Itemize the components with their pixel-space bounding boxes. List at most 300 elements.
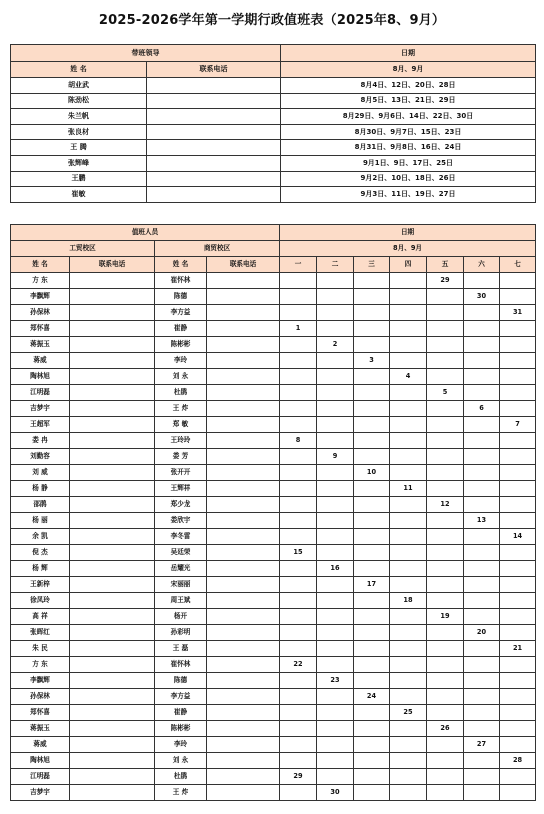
campus-b-name: 王玲玲 xyxy=(155,433,207,449)
campus-a-name: 蒋威 xyxy=(11,737,70,753)
duty-day-cell xyxy=(280,401,317,417)
leader-phone xyxy=(147,109,281,125)
duty-day-cell xyxy=(280,593,317,609)
campus-a-phone xyxy=(70,769,155,785)
duty-day-cell: 20 xyxy=(464,625,500,641)
duty-day-cell xyxy=(354,657,390,673)
duty-dates: 8月5日、13日、21日、29日 xyxy=(281,93,536,109)
duty-day-cell xyxy=(280,289,317,305)
campus-b-name: 崔怀林 xyxy=(155,273,207,289)
duty-day-cell xyxy=(280,481,317,497)
table-row xyxy=(11,417,536,433)
duty-day-cell xyxy=(354,561,390,577)
campus-a-phone xyxy=(70,289,155,305)
duty-day-cell xyxy=(500,737,536,753)
weekday-header: 四 xyxy=(390,257,427,273)
duty-day-cell xyxy=(280,689,317,705)
duty-day-cell xyxy=(500,625,536,641)
campus-a-name: 刘 威 xyxy=(11,465,70,481)
duty-day-cell xyxy=(390,737,427,753)
duty-day-cell xyxy=(317,769,354,785)
duty-day-cell xyxy=(390,561,427,577)
duty-day-cell xyxy=(427,433,464,449)
campus-a-phone xyxy=(70,337,155,353)
page-title: 2025-2026学年第一学期行政值班表（2025年8、9月） xyxy=(98,13,446,28)
duty-day-cell xyxy=(354,753,390,769)
duty-day-cell xyxy=(464,657,500,673)
duty-day-cell xyxy=(317,465,354,481)
campus-b-name: 崔静 xyxy=(155,321,207,337)
duty-day-cell xyxy=(317,705,354,721)
campus-a-phone xyxy=(70,705,155,721)
duty-day-cell: 25 xyxy=(390,705,427,721)
duty-day-cell xyxy=(317,545,354,561)
duty-day-cell xyxy=(317,593,354,609)
duty-day-cell: 14 xyxy=(500,529,536,545)
table-row xyxy=(11,289,536,305)
table-row xyxy=(11,561,536,577)
table-row xyxy=(11,673,536,689)
duty-day-cell xyxy=(464,705,500,721)
leader-phone xyxy=(147,78,281,94)
duty-day-cell xyxy=(390,577,427,593)
duty-day-cell xyxy=(354,369,390,385)
table-row xyxy=(11,529,536,545)
duty-dates: 8月29日、9月6日、14日、22日、30日 xyxy=(281,109,536,125)
name-column-header: 姓 名 xyxy=(11,257,70,273)
duty-day-cell xyxy=(500,545,536,561)
table-row xyxy=(11,737,536,753)
duty-day-cell xyxy=(500,449,536,465)
weekday-header: 三 xyxy=(354,257,390,273)
duty-day-cell xyxy=(354,321,390,337)
duty-day-cell xyxy=(390,465,427,481)
duty-day-cell: 1 xyxy=(280,321,317,337)
table-row xyxy=(11,513,536,529)
campus-b-name: 李玲 xyxy=(155,353,207,369)
duty-day-cell xyxy=(317,737,354,753)
leader-phone xyxy=(147,171,281,187)
table-row xyxy=(11,124,536,140)
duty-day-cell: 11 xyxy=(390,481,427,497)
campus-b-phone xyxy=(207,321,280,337)
duty-day-cell xyxy=(427,449,464,465)
campus-b-name: 刘 永 xyxy=(155,369,207,385)
campus-a-name: 杨 静 xyxy=(11,481,70,497)
leader-name: 朱兰帆 xyxy=(11,109,147,125)
duty-day-cell: 27 xyxy=(464,737,500,753)
campus-a-phone xyxy=(70,785,155,801)
campus-b-name: 王 炸 xyxy=(155,401,207,417)
duty-day-cell xyxy=(500,577,536,593)
duty-day-cell xyxy=(500,369,536,385)
duty-day-cell xyxy=(317,353,354,369)
duty-day-cell xyxy=(317,401,354,417)
duty-day-cell xyxy=(427,737,464,753)
duty-day-cell xyxy=(390,689,427,705)
duty-day-cell xyxy=(280,609,317,625)
duty-day-cell xyxy=(427,321,464,337)
duty-dates: 9月2日、10日、18日、26日 xyxy=(281,171,536,187)
duty-day-cell xyxy=(500,465,536,481)
duty-day-cell: 28 xyxy=(500,753,536,769)
campus-b-phone xyxy=(207,417,280,433)
duty-day-cell xyxy=(280,721,317,737)
campus-b-name: 宋丽丽 xyxy=(155,577,207,593)
duty-day-cell xyxy=(390,641,427,657)
campus-a-phone xyxy=(70,545,155,561)
leader-name: 王 腾 xyxy=(11,140,147,156)
duty-dates: 8月4日、12日、20日、28日 xyxy=(281,78,536,94)
duty-day-cell xyxy=(500,593,536,609)
duty-day-cell: 29 xyxy=(280,769,317,785)
duty-day-cell xyxy=(390,353,427,369)
duty-day-cell xyxy=(464,417,500,433)
table-row xyxy=(11,140,536,156)
duty-day-cell xyxy=(500,321,536,337)
duty-day-cell xyxy=(390,417,427,433)
duty-day-cell xyxy=(317,497,354,513)
duty-day-cell xyxy=(317,753,354,769)
duty-day-cell xyxy=(354,529,390,545)
campus-a-name: 蒋振玉 xyxy=(11,721,70,737)
campus-a-name: 蒋威 xyxy=(11,353,70,369)
duty-day-cell: 26 xyxy=(427,721,464,737)
duty-day-cell xyxy=(354,273,390,289)
campus-a-name: 杨 辉 xyxy=(11,561,70,577)
campus-b-phone xyxy=(207,737,280,753)
duty-day-cell xyxy=(427,417,464,433)
campus-a-phone xyxy=(70,737,155,753)
date-header: 日期 xyxy=(281,45,536,62)
duty-day-cell: 12 xyxy=(427,497,464,513)
duty-day-cell xyxy=(427,577,464,593)
campus-a-name: 余 凯 xyxy=(11,529,70,545)
campus-b-name: 李冬雷 xyxy=(155,529,207,545)
duty-day-cell xyxy=(427,769,464,785)
phone-column-header: 联系电话 xyxy=(147,62,281,78)
campus-a-phone xyxy=(70,385,155,401)
campus-a-phone xyxy=(70,273,155,289)
campus-b-name: 陈德 xyxy=(155,289,207,305)
campus-a-name: 孙保林 xyxy=(11,689,70,705)
table-row xyxy=(11,321,536,337)
campus-b-name: 杜鹃 xyxy=(155,769,207,785)
campus-b-name: 刘 永 xyxy=(155,753,207,769)
duty-day-cell xyxy=(500,785,536,801)
campus-a-name: 倪 杰 xyxy=(11,545,70,561)
campus-a-name: 江明磊 xyxy=(11,769,70,785)
table-row xyxy=(11,593,536,609)
duty-day-cell xyxy=(280,577,317,593)
campus-b-name: 郑少龙 xyxy=(155,497,207,513)
duty-day-cell xyxy=(390,321,427,337)
duty-day-cell xyxy=(464,641,500,657)
duty-day-cell xyxy=(354,625,390,641)
leader-phone xyxy=(147,187,281,203)
campus-a-name: 邵鹃 xyxy=(11,497,70,513)
duty-day-cell xyxy=(464,673,500,689)
campus-b-name: 孙彩明 xyxy=(155,625,207,641)
duty-day-cell xyxy=(500,273,536,289)
campus-b-phone xyxy=(207,753,280,769)
duty-day-cell xyxy=(280,529,317,545)
campus-a-phone xyxy=(70,305,155,321)
table-row xyxy=(11,401,536,417)
duty-day-cell xyxy=(500,609,536,625)
table-row xyxy=(11,465,536,481)
campus-b-phone xyxy=(207,593,280,609)
month-header: 8月、9月 xyxy=(280,241,536,257)
duty-day-cell: 29 xyxy=(427,273,464,289)
duty-day-cell xyxy=(464,273,500,289)
duty-day-cell: 4 xyxy=(390,369,427,385)
campus-a-phone xyxy=(70,497,155,513)
table-row xyxy=(11,187,536,203)
duty-day-cell xyxy=(280,273,317,289)
weekday-header: 七 xyxy=(500,257,536,273)
duty-day-cell xyxy=(354,545,390,561)
duty-day-cell xyxy=(500,769,536,785)
duty-day-cell xyxy=(464,593,500,609)
leader-phone xyxy=(147,93,281,109)
duty-day-cell xyxy=(390,289,427,305)
campus-b-phone xyxy=(207,481,280,497)
duty-day-cell: 31 xyxy=(500,305,536,321)
table-row xyxy=(11,171,536,187)
duty-day-cell xyxy=(427,689,464,705)
duty-day-cell xyxy=(280,417,317,433)
campus-b-phone xyxy=(207,577,280,593)
table-row xyxy=(11,641,536,657)
duty-day-cell xyxy=(427,785,464,801)
duty-day-cell xyxy=(500,513,536,529)
duty-day-cell xyxy=(427,513,464,529)
duty-day-cell xyxy=(500,497,536,513)
duty-day-cell: 9 xyxy=(317,449,354,465)
campus-b-phone xyxy=(207,657,280,673)
duty-day-cell: 22 xyxy=(280,657,317,673)
duty-day-cell xyxy=(317,577,354,593)
duty-day-cell xyxy=(354,481,390,497)
campus-a-phone xyxy=(70,321,155,337)
duty-day-cell xyxy=(500,289,536,305)
campus-a-name: 江明磊 xyxy=(11,385,70,401)
duty-day-cell xyxy=(500,401,536,417)
duty-day-cell xyxy=(464,385,500,401)
duty-day-cell xyxy=(500,481,536,497)
duty-day-cell xyxy=(280,497,317,513)
campus-b-phone xyxy=(207,305,280,321)
duty-day-cell xyxy=(390,305,427,321)
table-row xyxy=(11,609,536,625)
campus-b-header: 商贸校区 xyxy=(155,241,280,257)
campus-b-name: 郑 敏 xyxy=(155,417,207,433)
duty-day-cell xyxy=(464,369,500,385)
weekday-header: 六 xyxy=(464,257,500,273)
duty-day-cell xyxy=(317,433,354,449)
table-row xyxy=(11,753,536,769)
duty-day-cell xyxy=(427,641,464,657)
name-column-header: 姓 名 xyxy=(155,257,207,273)
campus-b-phone xyxy=(207,769,280,785)
duty-day-cell xyxy=(280,513,317,529)
campus-a-phone xyxy=(70,433,155,449)
table-row xyxy=(11,545,536,561)
duty-day-cell xyxy=(354,417,390,433)
duty-day-cell xyxy=(354,385,390,401)
leader-header: 带班领导 xyxy=(11,45,281,62)
campus-b-phone xyxy=(207,449,280,465)
duty-day-cell xyxy=(390,657,427,673)
leader-phone xyxy=(147,124,281,140)
leader-name: 张良材 xyxy=(11,124,147,140)
campus-a-phone xyxy=(70,417,155,433)
duty-day-cell xyxy=(317,721,354,737)
campus-b-name: 李玲 xyxy=(155,737,207,753)
campus-b-phone xyxy=(207,513,280,529)
duty-day-cell xyxy=(464,433,500,449)
campus-b-phone xyxy=(207,673,280,689)
campus-b-name: 周王斌 xyxy=(155,593,207,609)
duty-day-cell xyxy=(390,449,427,465)
duty-day-cell xyxy=(280,465,317,481)
campus-a-name: 吉梦宇 xyxy=(11,401,70,417)
campus-b-name: 王 炸 xyxy=(155,785,207,801)
table-row xyxy=(11,785,536,801)
campus-b-phone xyxy=(207,529,280,545)
duty-day-cell xyxy=(464,753,500,769)
duty-day-cell xyxy=(354,449,390,465)
duty-day-cell xyxy=(354,337,390,353)
duty-day-cell xyxy=(500,705,536,721)
duty-day-cell xyxy=(500,353,536,369)
duty-day-cell xyxy=(390,385,427,401)
phone-column-header: 联系电话 xyxy=(207,257,280,273)
campus-b-name: 崔怀林 xyxy=(155,657,207,673)
duty-day-cell xyxy=(500,689,536,705)
duty-day-cell xyxy=(464,529,500,545)
campus-a-name: 陶林旭 xyxy=(11,753,70,769)
duty-day-cell xyxy=(354,769,390,785)
campus-a-phone xyxy=(70,753,155,769)
campus-b-name: 李方益 xyxy=(155,689,207,705)
duty-day-cell xyxy=(354,513,390,529)
table-row xyxy=(11,481,536,497)
campus-a-name: 刘勤容 xyxy=(11,449,70,465)
month-header: 8月、9月 xyxy=(281,62,536,78)
weekday-header: 二 xyxy=(317,257,354,273)
duty-day-cell: 2 xyxy=(317,337,354,353)
leader-name: 张辉峰 xyxy=(11,155,147,171)
table-row xyxy=(11,689,536,705)
campus-a-phone xyxy=(70,353,155,369)
phone-column-header: 联系电话 xyxy=(70,257,155,273)
duty-day-cell xyxy=(280,305,317,321)
duty-day-cell xyxy=(390,785,427,801)
duty-day-cell xyxy=(464,769,500,785)
campus-a-header: 工贸校区 xyxy=(11,241,155,257)
duty-day-cell xyxy=(354,609,390,625)
duty-day-cell: 21 xyxy=(500,641,536,657)
campus-a-name: 蒋振玉 xyxy=(11,337,70,353)
campus-a-phone xyxy=(70,673,155,689)
leader-name: 陈劲松 xyxy=(11,93,147,109)
campus-b-name: 李方益 xyxy=(155,305,207,321)
duty-day-cell xyxy=(280,385,317,401)
duty-day-cell xyxy=(500,721,536,737)
duty-day-cell xyxy=(354,721,390,737)
duty-day-cell xyxy=(354,497,390,513)
campus-a-name: 方 东 xyxy=(11,273,70,289)
campus-a-phone xyxy=(70,625,155,641)
duty-day-cell xyxy=(500,433,536,449)
duty-day-cell: 13 xyxy=(464,513,500,529)
campus-b-name: 陈彬彬 xyxy=(155,721,207,737)
campus-a-name: 孙保林 xyxy=(11,305,70,321)
campus-a-name: 朱 民 xyxy=(11,641,70,657)
duty-day-cell: 23 xyxy=(317,673,354,689)
campus-a-phone xyxy=(70,449,155,465)
duty-day-cell xyxy=(427,593,464,609)
campus-b-phone xyxy=(207,273,280,289)
duty-day-cell xyxy=(317,385,354,401)
campus-b-phone xyxy=(207,369,280,385)
duty-day-cell xyxy=(464,465,500,481)
campus-b-phone xyxy=(207,545,280,561)
duty-day-cell: 30 xyxy=(464,289,500,305)
campus-a-phone xyxy=(70,513,155,529)
duty-day-cell xyxy=(317,641,354,657)
name-column-header: 姓 名 xyxy=(11,62,147,78)
duty-day-cell xyxy=(317,689,354,705)
duty-day-cell xyxy=(427,305,464,321)
duty-day-cell xyxy=(317,625,354,641)
duty-day-cell xyxy=(464,785,500,801)
duty-day-cell xyxy=(464,609,500,625)
campus-a-name: 方 东 xyxy=(11,657,70,673)
leader-name: 崔敏 xyxy=(11,187,147,203)
campus-b-name: 娄欣宇 xyxy=(155,513,207,529)
campus-a-phone xyxy=(70,369,155,385)
campus-b-name: 陈德 xyxy=(155,673,207,689)
weekday-header: 一 xyxy=(280,257,317,273)
duty-day-cell xyxy=(317,481,354,497)
duty-day-cell xyxy=(390,721,427,737)
duty-day-cell xyxy=(427,353,464,369)
campus-a-name: 陶林旭 xyxy=(11,369,70,385)
duty-day-cell: 15 xyxy=(280,545,317,561)
table-row xyxy=(11,109,536,125)
duty-day-cell: 6 xyxy=(464,401,500,417)
campus-b-name: 杜鹃 xyxy=(155,385,207,401)
table-row xyxy=(11,353,536,369)
duty-day-cell xyxy=(390,609,427,625)
table-row xyxy=(11,705,536,721)
campus-b-phone xyxy=(207,385,280,401)
campus-b-phone xyxy=(207,721,280,737)
campus-b-phone xyxy=(207,465,280,481)
leader-phone xyxy=(147,155,281,171)
date-header: 日期 xyxy=(280,225,536,241)
campus-b-name: 娄 芳 xyxy=(155,449,207,465)
staff-duty-table xyxy=(10,224,536,801)
duty-day-cell xyxy=(317,529,354,545)
duty-day-cell xyxy=(427,337,464,353)
duty-day-cell xyxy=(354,305,390,321)
duty-day-cell xyxy=(464,721,500,737)
duty-day-cell xyxy=(390,529,427,545)
